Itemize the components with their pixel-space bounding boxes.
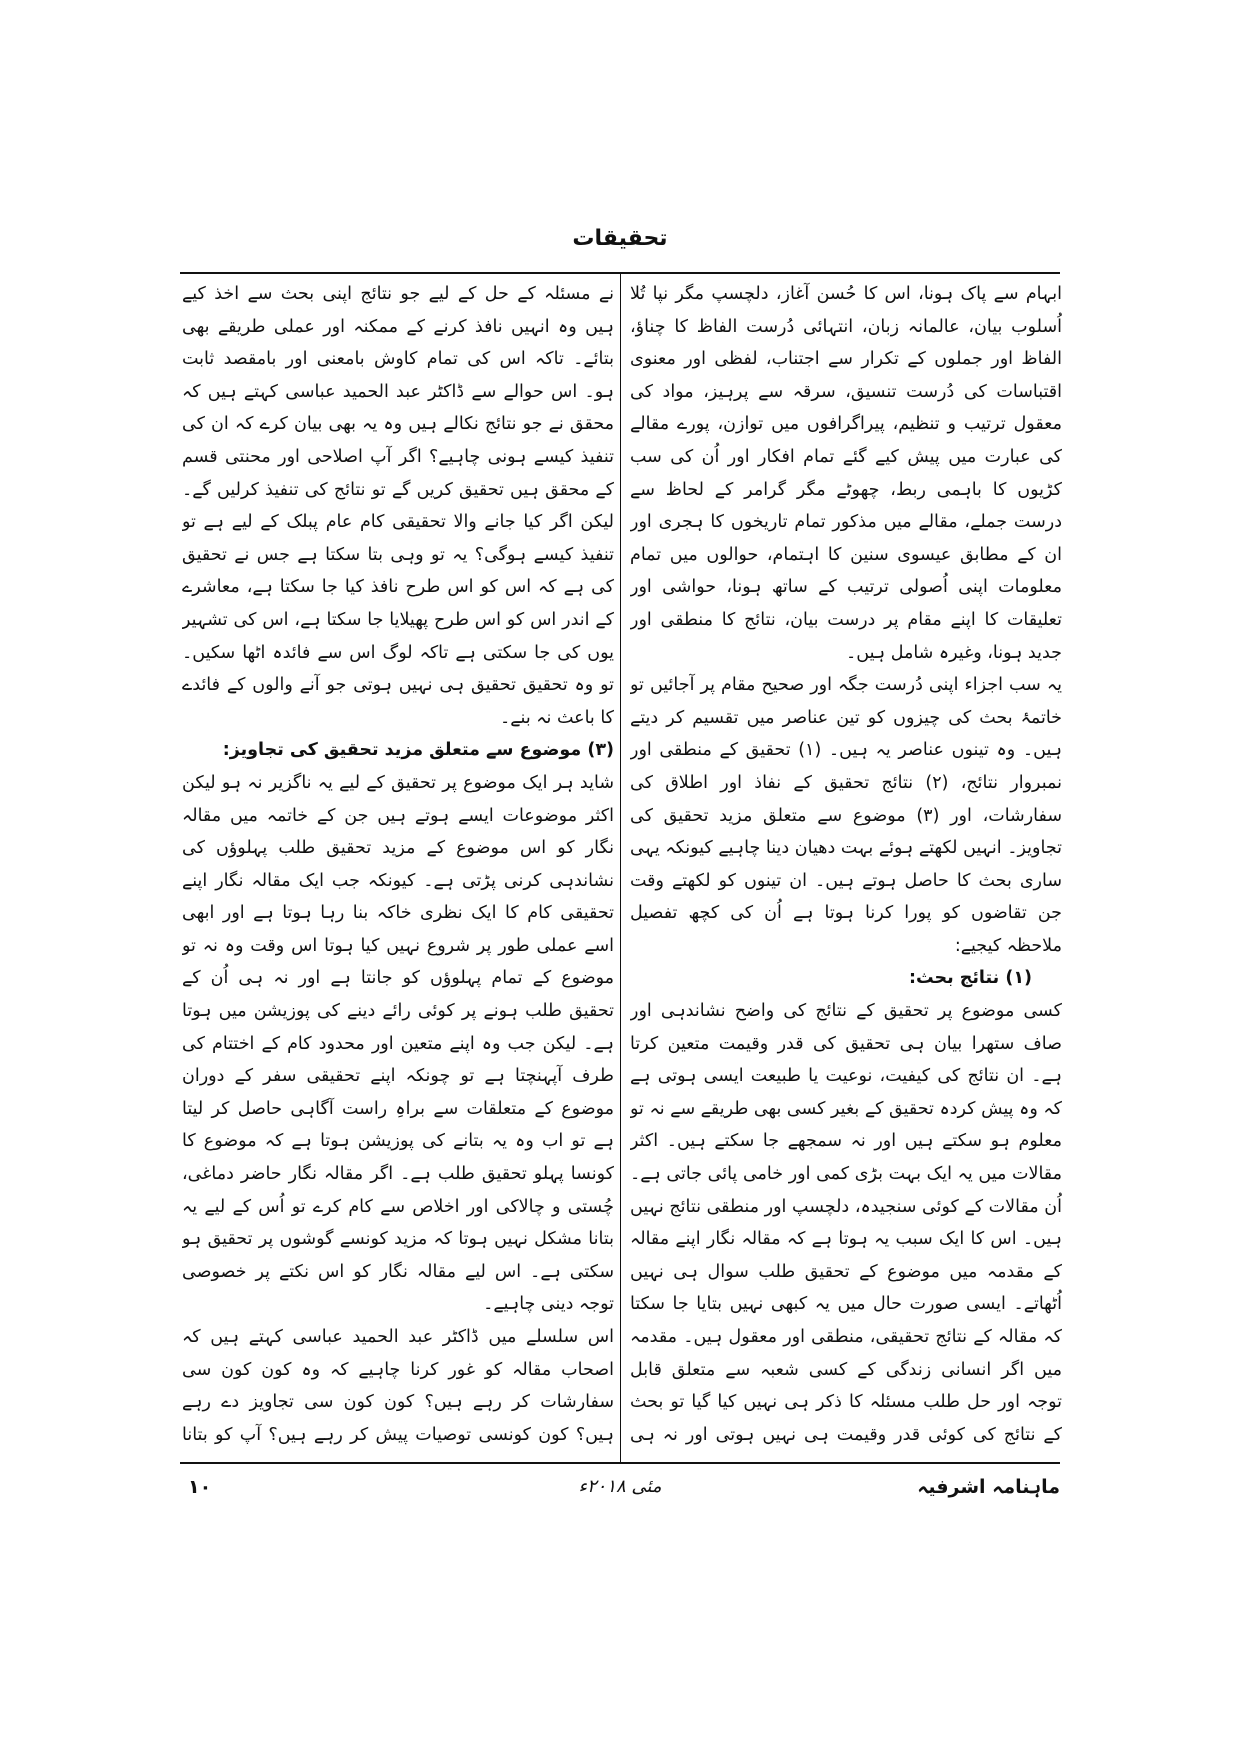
footer-rule — [180, 1462, 1060, 1464]
page-number: ۱۰ — [188, 1476, 212, 1498]
magazine-name: ماہنامہ اشرفیہ — [917, 1476, 1060, 1498]
page-title: تحقیقات — [572, 226, 668, 251]
paragraph: کسی موضوع پر تحقیق کے نتائج کی واضح نشاندہی اور صاف ستھرا بیان ہی تحقیق کی قدر وقیمت متعین کرتا ہے۔ ان نتائج کی کیفیت، نوعیت یا طبیعت ایسی ہوتی ہے کہ وہ پیش کردہ تحقیق کے بغیر کسی بھی طریقے سے نہ تو معلوم ہو سکتے ہیں اور نہ سمجھے جا سکتے ہیں۔ اکثر مقالات میں یہ ایک بہت بڑی کمی اور خامی پائی جاتی ہے۔ اُن مقالات کے کوئی سنجیدہ، دلچسپ اور منطقی نتائج نہیں ہیں۔ اس کا ایک سبب یہ ہوتا ہے کہ مقالہ نگار اپنے مقالہ کے مقدمہ میں موضوع کے تحقیق طلب سوال ہی نہیں اُٹھاتے۔ ایسی صورت حال میں یہ کبھی نہیں بتایا جا سکتا کہ مقالہ کے نتائج تحقیقی، منطقی اور معقول ہیں۔ مقدمہ میں اگر انسانی زندگی کے کسی شعبہ سے متعلق قابل توجہ اور حل طلب مسئلہ کا ذکر ہی نہیں کیا گیا تو بحث کے نتائج کی کوئی قدر وقیمت ہی نہیں ہوتی اور نہ ہی — [630, 1001, 1062, 1445]
column-divider — [620, 272, 621, 1462]
paragraph: اس سلسلے میں ڈاکٹر عبد الحمید عباسی کہتے ہیں کہ اصحاب مقالہ کو غور کرنا چاہیے کہ وہ کون کون سی سفارشات کر رہے ہیں؟ کون کون سی تجاویز دے رہے ہیں؟ کون کونسی توصیات پیش کر رہے ہیں؟ آپ کو بتانا — [182, 1327, 614, 1445]
paragraph: شاید ہر ایک موضوع پر تحقیق کے لیے یہ ناگزیر نہ ہو لیکن اکثر موضوعات ایسے ہوتے ہیں جن کے خاتمہ میں مقالہ نگار کو اس موضوع کے مزید تحقیق طلب پہلوؤں کی نشاندہی کرنی پڑتی ہے۔ کیونکہ جب ایک مقالہ نگار اپنے تحقیقی کام کا ایک نظری خاکہ بنا رہا ہوتا ہے اور ابھی اسے عملی طور پر شروع نہیں کیا ہوتا اس وقت وہ نہ تو موضوع کے تمام پہلوؤں کو جانتا ہے اور نہ ہی اُن کے تحقیق طلب ہونے پر کوئی رائے دینے کی پوزیشن میں ہوتا ہے۔ لیکن جب وہ اپنے متعین اور محدود کام کے اختتام کی طرف آپہنچتا ہے تو چونکہ اپنے تحقیقی سفر کے دوران موضوع کے متعلقات سے براہِ راست آگاہی حاصل کر لیتا ہے تو اب وہ یہ بتانے کی پوزیشن ہوتا ہے کہ موضوع کا کونسا پہلو تحقیق طلب ہے۔ اگر مقالہ نگار حاضر دماغی، چُستی و چالاکی اور اخلاص سے کام کرے تو اُس کے لیے یہ بتانا مشکل نہیں ہوتا کہ مزید کونسے گوشوں پر تحقیق ہو سکتی ہے۔ اس لیے مقالہ نگار کو اس نکتے پر خصوصی توجہ دینی چاہیے۔ — [182, 772, 614, 1315]
section-heading: (۱) نتائج بحث: — [908, 968, 1032, 989]
page-footer — [180, 1470, 1060, 1510]
paragraph: نے مسئلہ کے حل کے لیے جو نتائج اپنی بحث سے اخذ کیے ہیں وہ انہیں نافذ کرنے کے ممکنہ اور عملی طریقے بھی بتائے۔ تاکہ اس کی تمام کاوش بامعنی اور بامقصد ثابت ہو۔ اس حوالے سے ڈاکٹر عبد الحمید عباسی کہتے ہیں کہ محقق نے جو نتائج نکالے ہیں وہ یہ بھی بیان کرے کہ ان کی تنفیذ کیسے ہونی چاہیے؟ اگر آپ اصلاحی اور محنتی قسم کے محقق ہیں تحقیق کریں گے تو نتائج کی تنفیذ کرلیں گے۔ لیکن اگر کیا جانے والا تحقیقی کام عام پبلک کے لیے ہے تو تنفیذ کیسے ہوگی؟ یہ تو وہی بتا سکتا ہے جس نے تحقیق کی ہے کہ اس کو اس طرح نافذ کیا جا سکتا ہے، معاشرے کے اندر اس کو اس طرح پھیلایا جا سکتا ہے، اس کی تشہیر یوں کی جا سکتی ہے تاکہ لوگ اس سے فائدہ اٹھا سکیں۔ تو وہ تحقیق تحقیق ہی نہیں ہوتی جو آنے والوں کے فائدے کا باعث نہ بنے۔ — [182, 284, 614, 728]
right-column — [630, 278, 1062, 1458]
section-heading: (۳) موضوع سے متعلق مزید تحقیق کی تجاویز: — [222, 740, 614, 761]
paragraph: ابہام سے پاک ہونا، اس کا حُسن آغاز، دلچسپ مگر نپا تُلا اُسلوب بیان، عالمانہ زبان، انتہائی دُرست الفاظ کا چناؤ، الفاظ اور جملوں کے تکرار سے اجتناب، لفظی اور معنوی اقتباسات کی دُرست تنسیق، سرقہ سے پرہیز، مواد کی معقول ترتیب و تنظیم، پیراگرافوں میں توازن، پورے مقالے کی عبارت میں پیش کیے گئے تمام افکار اور اُن کی سب کڑیوں کا باہمی ربط، چھوٹے مگر گرامر کے لحاظ سے درست جملے، مقالے میں مذکور تمام تاریخوں کا ہجری اور ان کے مطابق عیسوی سنین کا اہتمام، حوالوں میں تمام معلومات اپنی اُصولی ترتیب کے ساتھ ہونا، حواشی اور تعلیقات کا اپنے مقام پر درست بیان، نتائج کا منطقی اور جدید ہونا، وغیرہ شامل ہیں۔ — [630, 284, 1062, 663]
paragraph: یہ سب اجزاء اپنی دُرست جگہ اور صحیح مقام پر آجائیں تو خاتمۂ بحث کی چیزوں کو تین عناصر میں تقسیم کر دیتے ہیں۔ وہ تینوں عناصر یہ ہیں۔ (۱) تحقیق کے منطقی اور نمبروار نتائج، (۲) نتائج تحقیق کے نفاذ اور اطلاق کی سفارشات، اور (۳) موضوع سے متعلق مزید تحقیق کی تجاویز۔ انہیں لکھتے ہوئے بہت دھیان دینا چاہیے کیونکہ یہی ساری بحث کا حاصل ہوتے ہیں۔ ان تینوں کو لکھتے وقت جن تقاضوں کو پورا کرنا ہوتا ہے اُن کی کچھ تفصیل ملاحظہ کیجیے: — [630, 675, 1062, 956]
left-column — [182, 278, 614, 1458]
issue-date: مئی ۲۰۱۸ء — [578, 1476, 662, 1497]
